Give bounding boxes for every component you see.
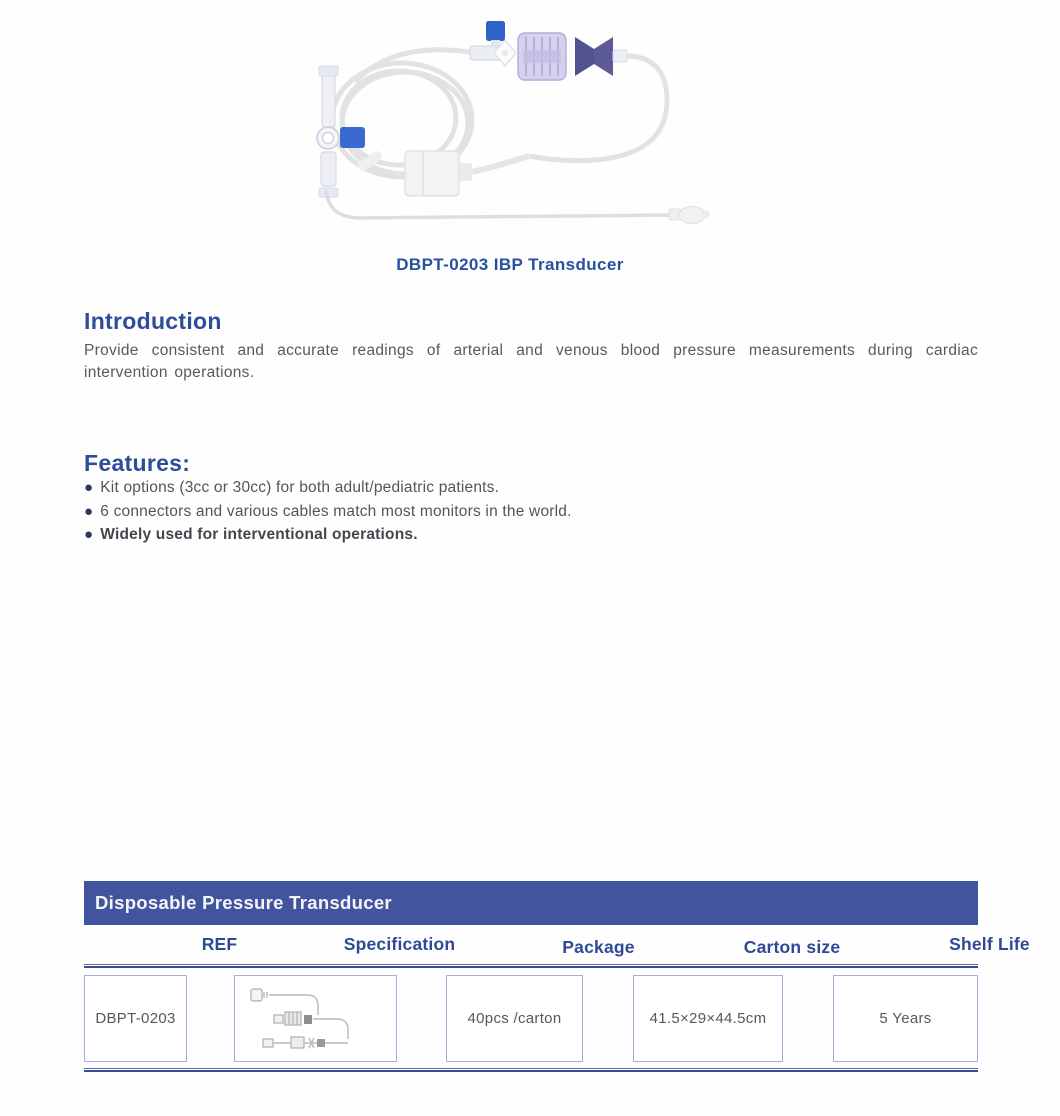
feature-item <box>84 476 978 500</box>
table-bottom-rule <box>84 1068 978 1072</box>
features-heading: Features: <box>84 450 191 476</box>
table-header-row <box>84 934 1030 962</box>
distal-connector <box>669 207 710 224</box>
transducer-assembly <box>470 21 627 80</box>
column-header-ref: REF <box>201 934 238 954</box>
table-title-band <box>84 881 978 925</box>
column-header-specification: Specification <box>343 934 456 954</box>
features-list <box>84 476 978 547</box>
introduction-body: Provide consistent and accurate readings of arterial and venous blood pressure measurements during cardiac intervention operations. <box>84 342 978 381</box>
cell-package: 40pcs /carton <box>446 975 583 1062</box>
spec-line-drawing <box>241 979 391 1059</box>
column-header-package: Package <box>562 937 635 957</box>
feature-text: Kit options (3cc or 30cc) for both adult/pediatric patients. <box>100 479 500 496</box>
table-title: Disposable Pressure Transducer <box>95 892 392 913</box>
table-header-rule <box>84 964 978 968</box>
cell-shelf-life: 5 Years <box>833 975 978 1062</box>
monitor-connector <box>405 151 529 196</box>
product-photo <box>295 10 730 242</box>
feature-text: 6 connectors and various cables match most monitors in the world. <box>100 502 572 520</box>
introduction-heading: Introduction <box>84 308 222 334</box>
cell-carton-size: 41.5×29×44.5cm <box>633 975 783 1062</box>
bullet-icon: ● <box>84 479 94 496</box>
product-caption: DBPT-0203 IBP Transducer <box>396 255 624 274</box>
ibp-transducer-photo-art <box>295 10 730 242</box>
column-header-shelf-life: Shelf Life <box>949 934 1030 954</box>
bullet-icon: ● <box>84 502 94 520</box>
column-header-carton-size: Carton size <box>743 937 841 957</box>
feature-item <box>84 500 978 524</box>
cell-ref: DBPT-0203 <box>84 975 187 1062</box>
feature-item <box>84 523 978 547</box>
cell-specification <box>234 975 397 1062</box>
bullet-icon: ● <box>84 526 94 543</box>
feature-text: Widely used for interventional operations. <box>100 526 418 543</box>
